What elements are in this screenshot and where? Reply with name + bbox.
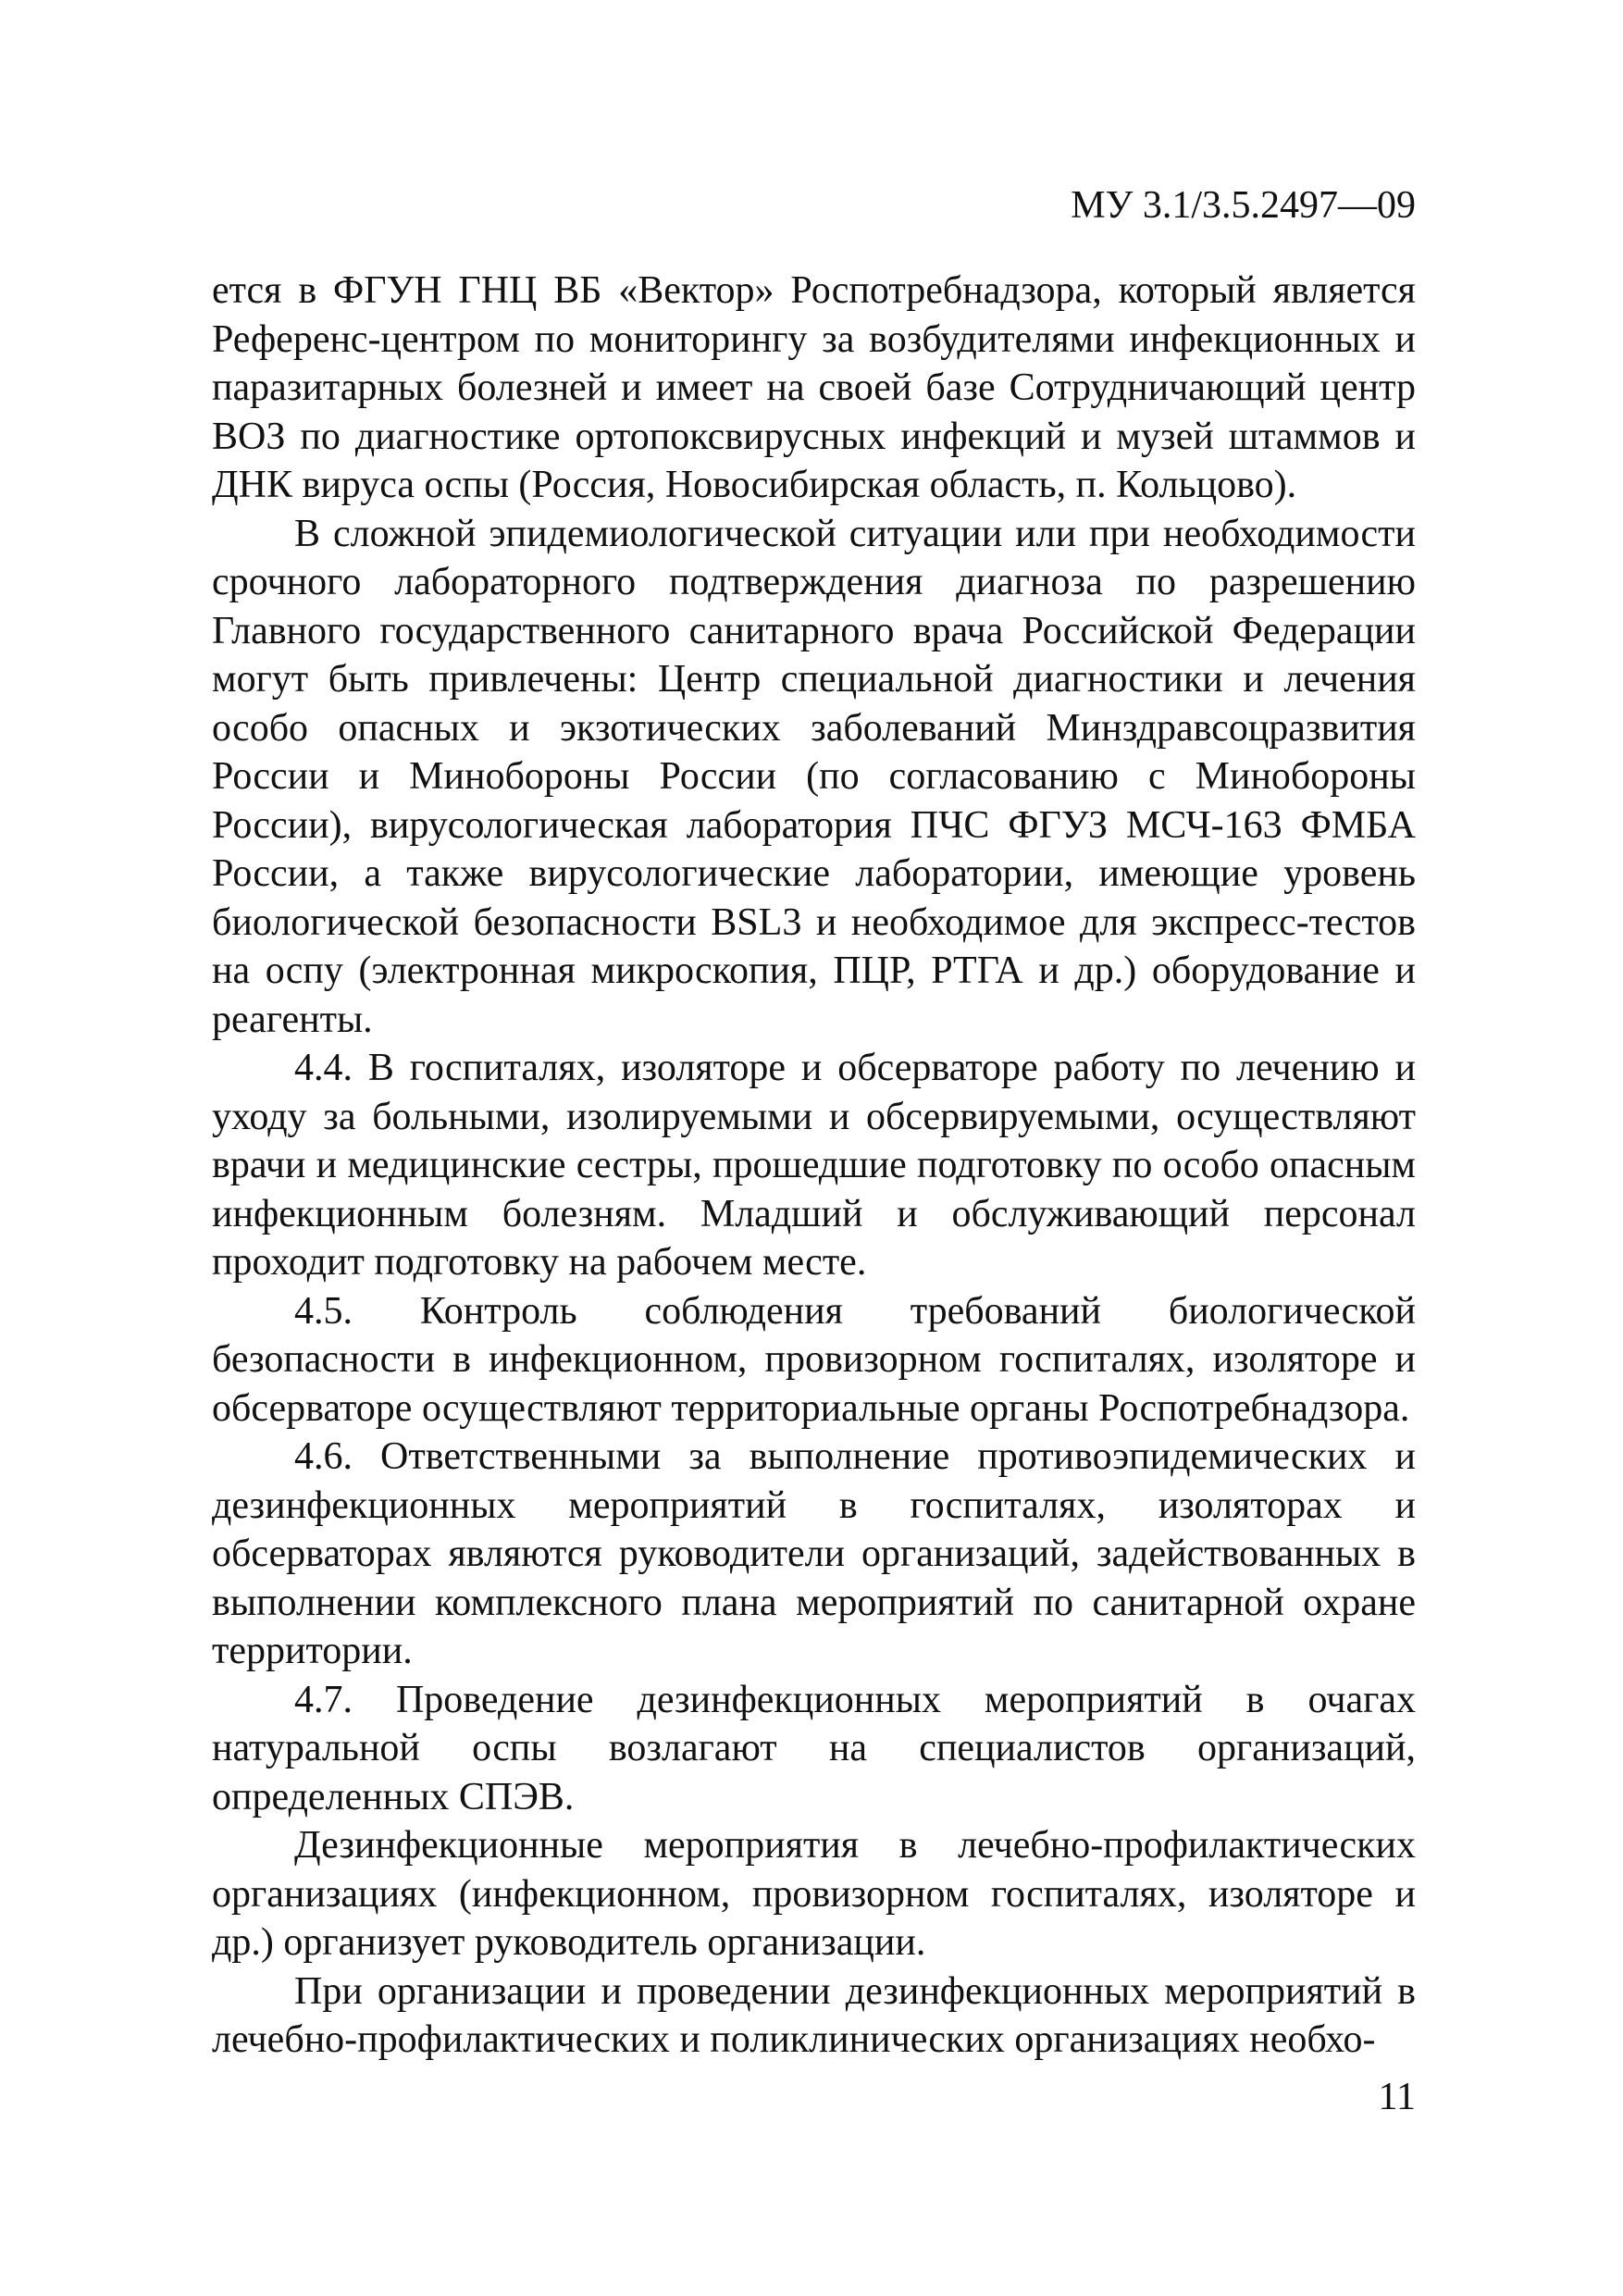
paragraph-disinfection-policlinics: При организации и проведении дезинфекционных мероприятий в лечебно-профилактических и поликлинических организациях необхо- xyxy=(212,1969,1416,2061)
paragraph-lab-confirmation: В сложной эпидемиологической ситуации или при необходимости срочного лабораторного подтверждения диагноза по разрешению Главного государственного санитарного врача Российской Федерации могут быть привлечены: Центр специальной диагностики и лечения особо опасных и экзотических заболеваний Минздравсоцразвития России и Минобороны России (по согласованию с Минобороны России), вирусологическая лаборатория ПЧС ФГУЗ МСЧ-163 ФМБА России, а также вирусологические лаборатории, имеющие уровень биологической безопасности BSL3 и необходимое для экспресс-тестов на оспу (электронная микроскопия, ПЦР, РТГА и др.) оборудование и реагенты. xyxy=(212,512,1416,1041)
page-number: 11 xyxy=(1378,2076,1416,2118)
paragraph-disinfection-organizations: Дезинфекционные мероприятия в лечебно-профилактических организациях (инфекционном, провизорном госпиталях, изоляторе и др.) организует руководитель организации. xyxy=(212,1824,1416,1964)
body-text xyxy=(212,267,1416,2065)
paragraph-continuation: ется в ФГУН ГНЦ ВБ «Вектор» Роспотребнадзора, который является Референс-центром по мониторингу за возбудителями инфекционных и паразитарных болезней и имеет на своей базе Сотрудничающий центр ВОЗ по диагностике ортопоксвирусных инфекций и музей штаммов и ДНК вируса оспы (Россия, Новосибирская область, п. Кольцово). xyxy=(212,269,1416,506)
paragraph-4-6: 4.6. Ответственными за выполнение противоэпидемических и дезинфекционных мероприятий в госпиталях, изоляторах и обсерваторах являются руководители организаций, задействованных в выполнении комплексного плана мероприятий по санитарной охране территории. xyxy=(212,1435,1416,1672)
paragraph-4-5: 4.5. Контроль соблюдения требований биологической безопасности в инфекционном, провизорном госпиталях, изоляторе и обсерваторе осуществляют территориальные органы Роспотребнадзора. xyxy=(212,1289,1416,1430)
document-code-header: МУ 3.1/3.5.2497—09 xyxy=(1071,184,1416,227)
paragraph-4-7: 4.7. Проведение дезинфекционных мероприятий в очагах натуральной оспы возлагают на специалистов организаций, определенных СПЭВ. xyxy=(212,1678,1416,1818)
paragraph-4-4: 4.4. В госпиталях, изоляторе и обсерваторе работу по лечению и уходу за больными, изолируемыми и обсервируемыми, осуществляют врачи и медицинские сестры, прошедшие подготовку по особо опасным инфекционным болезням. Младший и обслуживающий персонал проходит подготовку на рабочем месте. xyxy=(212,1047,1416,1284)
